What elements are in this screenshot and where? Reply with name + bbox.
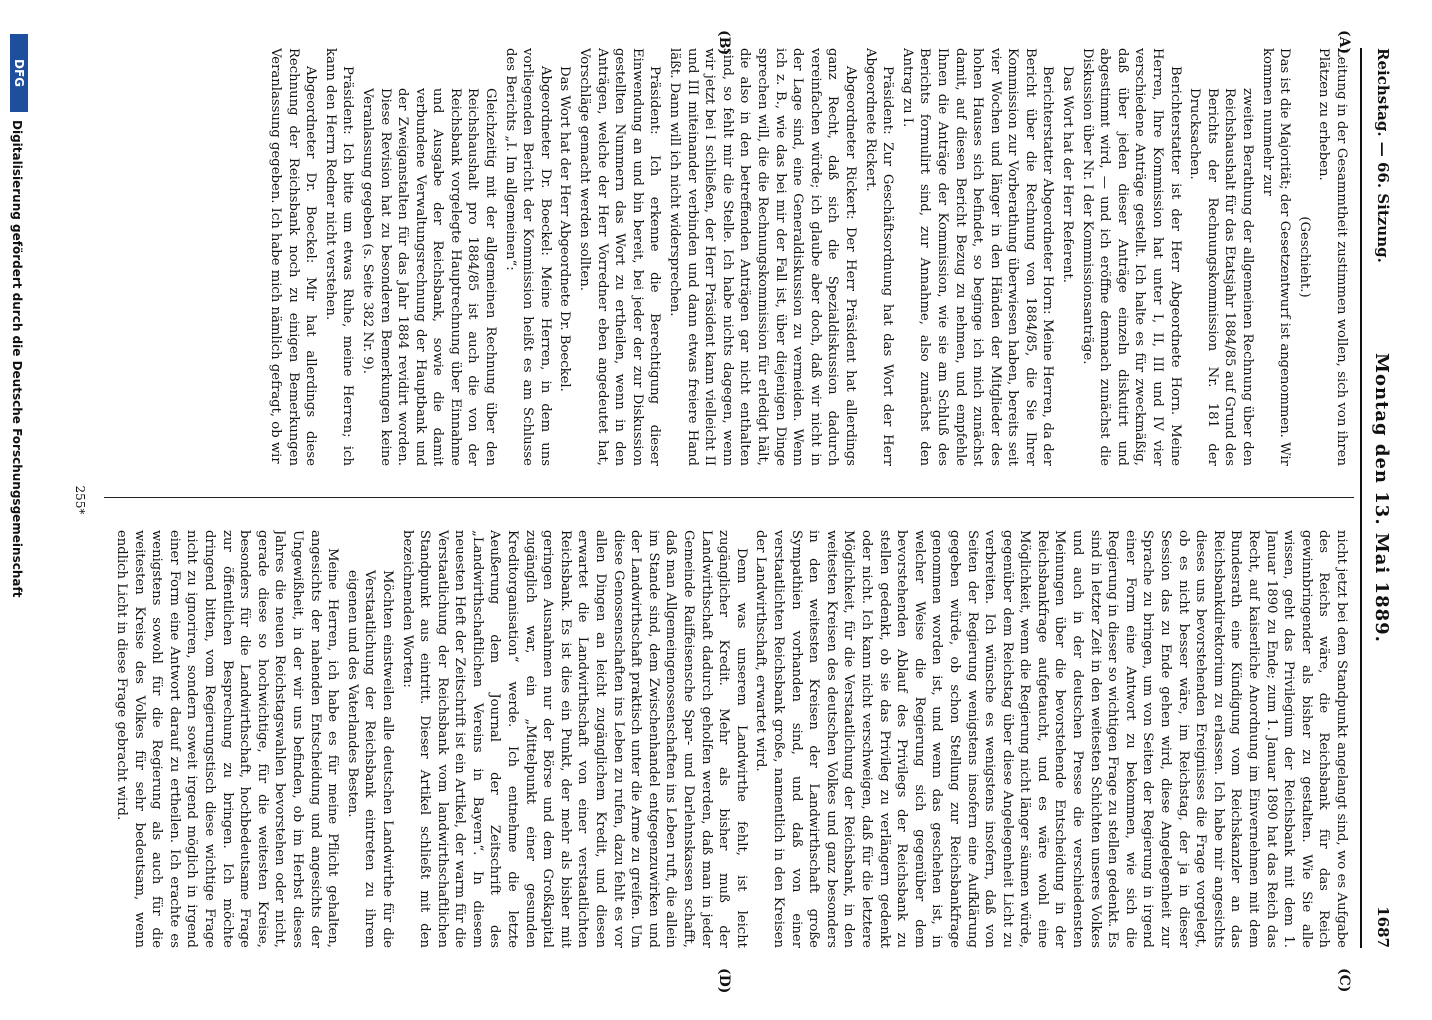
paragraph: Abgeordneter Rickert: Der Herr Präsident hat allerdings ganz Recht, daß sich die Spezialdiskussion dadurch vereinfachen würde; ich glaube aber doch, daß wir nicht in der Lage sind, eine Generaldiskussion zu vermeiden. Wenn ich z. B., wie das bei mir der Fall ist, über diejenigen Dinge sprechen will, die die Rechnungskommission für erledigt hält, die also in den betreffenden Anträgen gar nicht enthalten sind, so fehlt mir die Stelle. Ich habe nichts dagegen, wenn wir jetzt bei I schließen, der Herr Präsident kann vielleicht II und III miteinander verbinden und dann etwas freiere Hand läßt. Dann will ich nicht widersprechen. (667, 48, 858, 466)
digitization-credit: Digitalisierung gefördert durch die Deutsche Forschungsgemeinschaft (10, 120, 24, 598)
paragraph: Berichterstatter Abgeordneter Horn: Meine Herren, da der Bericht über die Rechnung von 1884/85, die Sie Ihrer Kommission zur Vorberathung überwiesen haben, bereits seit vier Wochen und länger in den Händen der Mitglieder des hohen Hauses sich befindet, so beginge ich mich zunächst damit, auf diesen Bericht Bezug zu nehmen, und empfehle Ihnen die Anträge der Kommission, wie sie am Schluß des Berichts formulirt sind, zur Annahme, also zunächst den Antrag zu I. (899, 48, 1056, 466)
margin-marker-a: (A) (1336, 30, 1352, 55)
paragraph: Leitung in der Gesammtheit zustimmen wollen, sich von ihren Plätzen zu erheben. (1316, 48, 1349, 466)
paragraph: Meine Herren, ich habe es für meine Pflicht gehalten, angesichts der nahenden Entscheidung und angesichts der Ungewißheit, in der wir uns befinden, ob im Herbst dieses Jahres die neuen Reichstagswahlen bevorstehen oder nicht, gerade diese so hochwichtige, für die weitesten Kreise, besonders für die Landwirthschaft, hochbedeutsame Frage zur öffentlichen Besprechung zu bringen. Ich möchte dringend bitten, vom Regierungstisch diese wichtige Frage nicht zu ignoriren, sondern soweit irgend möglich in irgend einer Form eine Antwort darauf zu ertheilen. Ich erachte es wenigstens sowohl für die Regierung als auch für die weitesten Kreise des Volkes für sehr bedeutsam, wenn endlich Licht in diese Frage gebracht wird. (114, 530, 341, 948)
paragraph: Das Wort hat der Herr Abgeordnete Dr. Boeckel. (557, 66, 573, 392)
header-page-number: 1687 (1374, 906, 1392, 948)
left-text-column (110, 48, 1350, 466)
paragraph: Abgeordneter Dr. Boeckel: Meine Herren, in dem uns vorliegenden Bericht der Kommission heißt es am Schlusse des Berichts „I. Im allgemeinen“: (502, 48, 553, 466)
paragraph: nicht jetzt bei dem Standpunkt angelangt sind, wo es Aufgabe des Reichs wäre, die Reichsbank für das Reich gewinnbringender als bisher zu gestalten. Wie Sie alle wissen, geht das Privilegium der Reichsbank mit dem 1. Januar 1890 zu Ende; zum 1. Januar 1890 hat das Reich das Recht, auf kaiserliche Anordnung im Einvernehmen mit dem Bundesrath eine Kündigung vom Reichskanzler an das Reichsbankdirektorium zu erlassen. Ich habe mir angesichts dieses uns bevorstehenden Ereignisses die Frage vorgelegt, ob es nicht besser wäre, im Reichstag, der ja in dieser Session das zu Ende gehen wird, diese Angelegenheit zur Sprache zu bringen, um von Seiten der Regierung in irgend einer Form eine Antwort zu bekommen, wie sich die Regierung in dieser so wichtigen Frage zu stellen gedenkt. Es sind in letzter Zeit in den weitesten Schichten unseres Volkes und auch in der deutschen Presse die verschiedensten Meinungen über die bevorstehende Entscheidung in der Reichsbankfrage aufgetaucht, und es wäre wohl eine Möglichkeit, wenn die Regierung nicht länger säumen würde, gegenüber dem Reichstag über diese Angelegenheit Licht zu verbreiten. Ich wünsche es wenigstens insofern, daß von Seiten der Regierung wenigstens insofern eine Aufklärung gegeben würde, ob schon Stellung zur Reichsbankfrage genommen worden ist, und wenn das geschehen ist, in welcher Weise die Regierung sich gegenüber dem bevorstehenden Ablauf des Privilegs der Reichsbank zu stellen gedenkt, ob sie das Privileg zu verlängern gedenkt oder nicht. Ich kann nicht verschweigen, daß für die letztere Möglichkeit, für die Verstaatlichung der Reichsbank, in den weitesten Kreisen des deutschen Volkes und ganz besonders in den weitesten Kreisen der Landwirthschaft große Sympathien vorhanden sind, und daß von einer verstaatlichten Reichsbank große, namentlich in den Kreisen der Landwirthschaft, erwartet wird. (753, 530, 1349, 948)
page-header (1360, 48, 1396, 948)
paragraph: Das Wort hat der Herr Referent. (1060, 66, 1076, 283)
margin-marker-d: (D) (716, 968, 732, 994)
margin-marker-b: (B) (716, 30, 732, 56)
paragraph: Präsident: Ich erkenne die Berechtigung dieser Einwendung an und bin bereit, bei jeder der zur Diskussion gestellten Nummern das Wort zu ertheilen, wenn in den Anträgen, welche der Herr Vorredner eben angedeutet hat, Vorschläge gemacht werden sollten. (577, 48, 663, 466)
paragraph: Präsident: Zur Geschäftsordnung hat das Wort der Herr Abgeordnete Rickert. (862, 48, 896, 466)
paragraph: Gleichzeitig mit der allgemeinen Rechnung über den Reichshaushalt pro 1884/85 ist auch die von der Reichsbank vorgelegte Hauptrechnung über Einnahme und Ausgabe der Reichsbank, sowie die damit verbundene Verwaltungsrechnung der Hauptbank und der Zweiganstalten für das Jahr 1884 revidirt worden. Diese Revision hat zu besonderen Bemerkungen keine Veranlassung gegeben (s. Seite 382 Nr. 9). (359, 88, 499, 466)
paragraph: (Geschieht.) (1296, 216, 1312, 298)
paragraph: Das ist die Majorität; der Gesetzentwurf ist angenommen. Wir kommen nunmehr zur (1259, 48, 1293, 466)
paragraph: Möchten einstweilen alle deutschen Landwirthe für die Verstaatlichung der Reichsbank eintreten zu ihrem eigenen und des Vaterlandes Besten. (344, 570, 395, 948)
paragraph: Präsident: Ich bitte um etwas Ruhe, meine Herren; ich kann den Herrn Redner nicht verstehen. (322, 48, 356, 466)
header-session-title: Reichstag. — 66. Sitzung. (1374, 48, 1392, 263)
paragraph: Abgeordneter Dr. Boeckel: Mir hat allerdings diese Rechnung der Reichsbank noch zu einigen Bemerkungen Veranlassung gegeben. Ich habe mich nämlich gefragt, ob wir (267, 48, 319, 466)
paragraph: Denn was unserem Landwirthe fehlt, ist leicht zugänglicher Kredit. Mehr als bisher muß der Landwirthschaft dadurch geholfen werden, daß man in jeder Gemeinde Raiffeisensche Spar- und Darlehnskassen schafft, daß man Allgemeingenossenschaften ins Leben ruft, die allein im Stande sind, dem Zwischenhandel entgegenzuwirken und der Landwirthschaft praktisch unter die Arme zu greifen. Um diese Genossenschaften ins Leben zu rufen, dazu fehlt es vor allen Dingen an leicht zugänglichem Kredit, und diesen erwartet die Landwirthschaft von einer verstaatlichten Reichsbank. Es ist dies ein Punkt, der mehr als bisher mit geringen Ausnahmen nur der Börse und dem Großkapital zugänglich war, ein „Mittelpunkt einer gesunden Kreditorganisation“ werde. Ich entnehme die letzte Aeußerung dem Journal der Zeitschrift des „Landwirthschaftlichen Vereins in Bayern“. In diesem neuesten Heft der Zeitschrift ist ein Artikel, der warm für die Verstaatlichung der Reichsbank vom landwirthschaftlichen Standpunkt aus eintritt. Dieser Artikel schließt mit den bezeichnenden Worten: (399, 530, 749, 948)
paragraph: Berichterstatter ist der Herr Abgeordnete Horn. Meine Herren, Ihre Kommission hat unter I, II, III und IV vier verschiedene Anträge gestellt. Ich halte es für zweckmäßig, daß über jeden dieser Anträge einzeln diskutirt und abgestimmt wird, — und ich eröffne demnach zunächst die Diskussion über Nr. I der Kommissionsanträge. (1079, 48, 1183, 466)
paragraph: zweiten Berathung der allgemeinen Rechnung über den Reichshaushalt für das Etatsjahr 1884/85 auf Grund des Berichts der Rechnungskommission Nr. 181 der Drucksachen. (1187, 88, 1256, 466)
sheet-number: 255* (73, 485, 87, 515)
dfg-logo: DFG (10, 34, 28, 112)
right-text-column (110, 530, 1350, 948)
margin-marker-c: (C) (1336, 968, 1352, 993)
column-divider (104, 497, 1354, 498)
header-date: Montag den 13. Mai 1889. (1371, 353, 1392, 643)
